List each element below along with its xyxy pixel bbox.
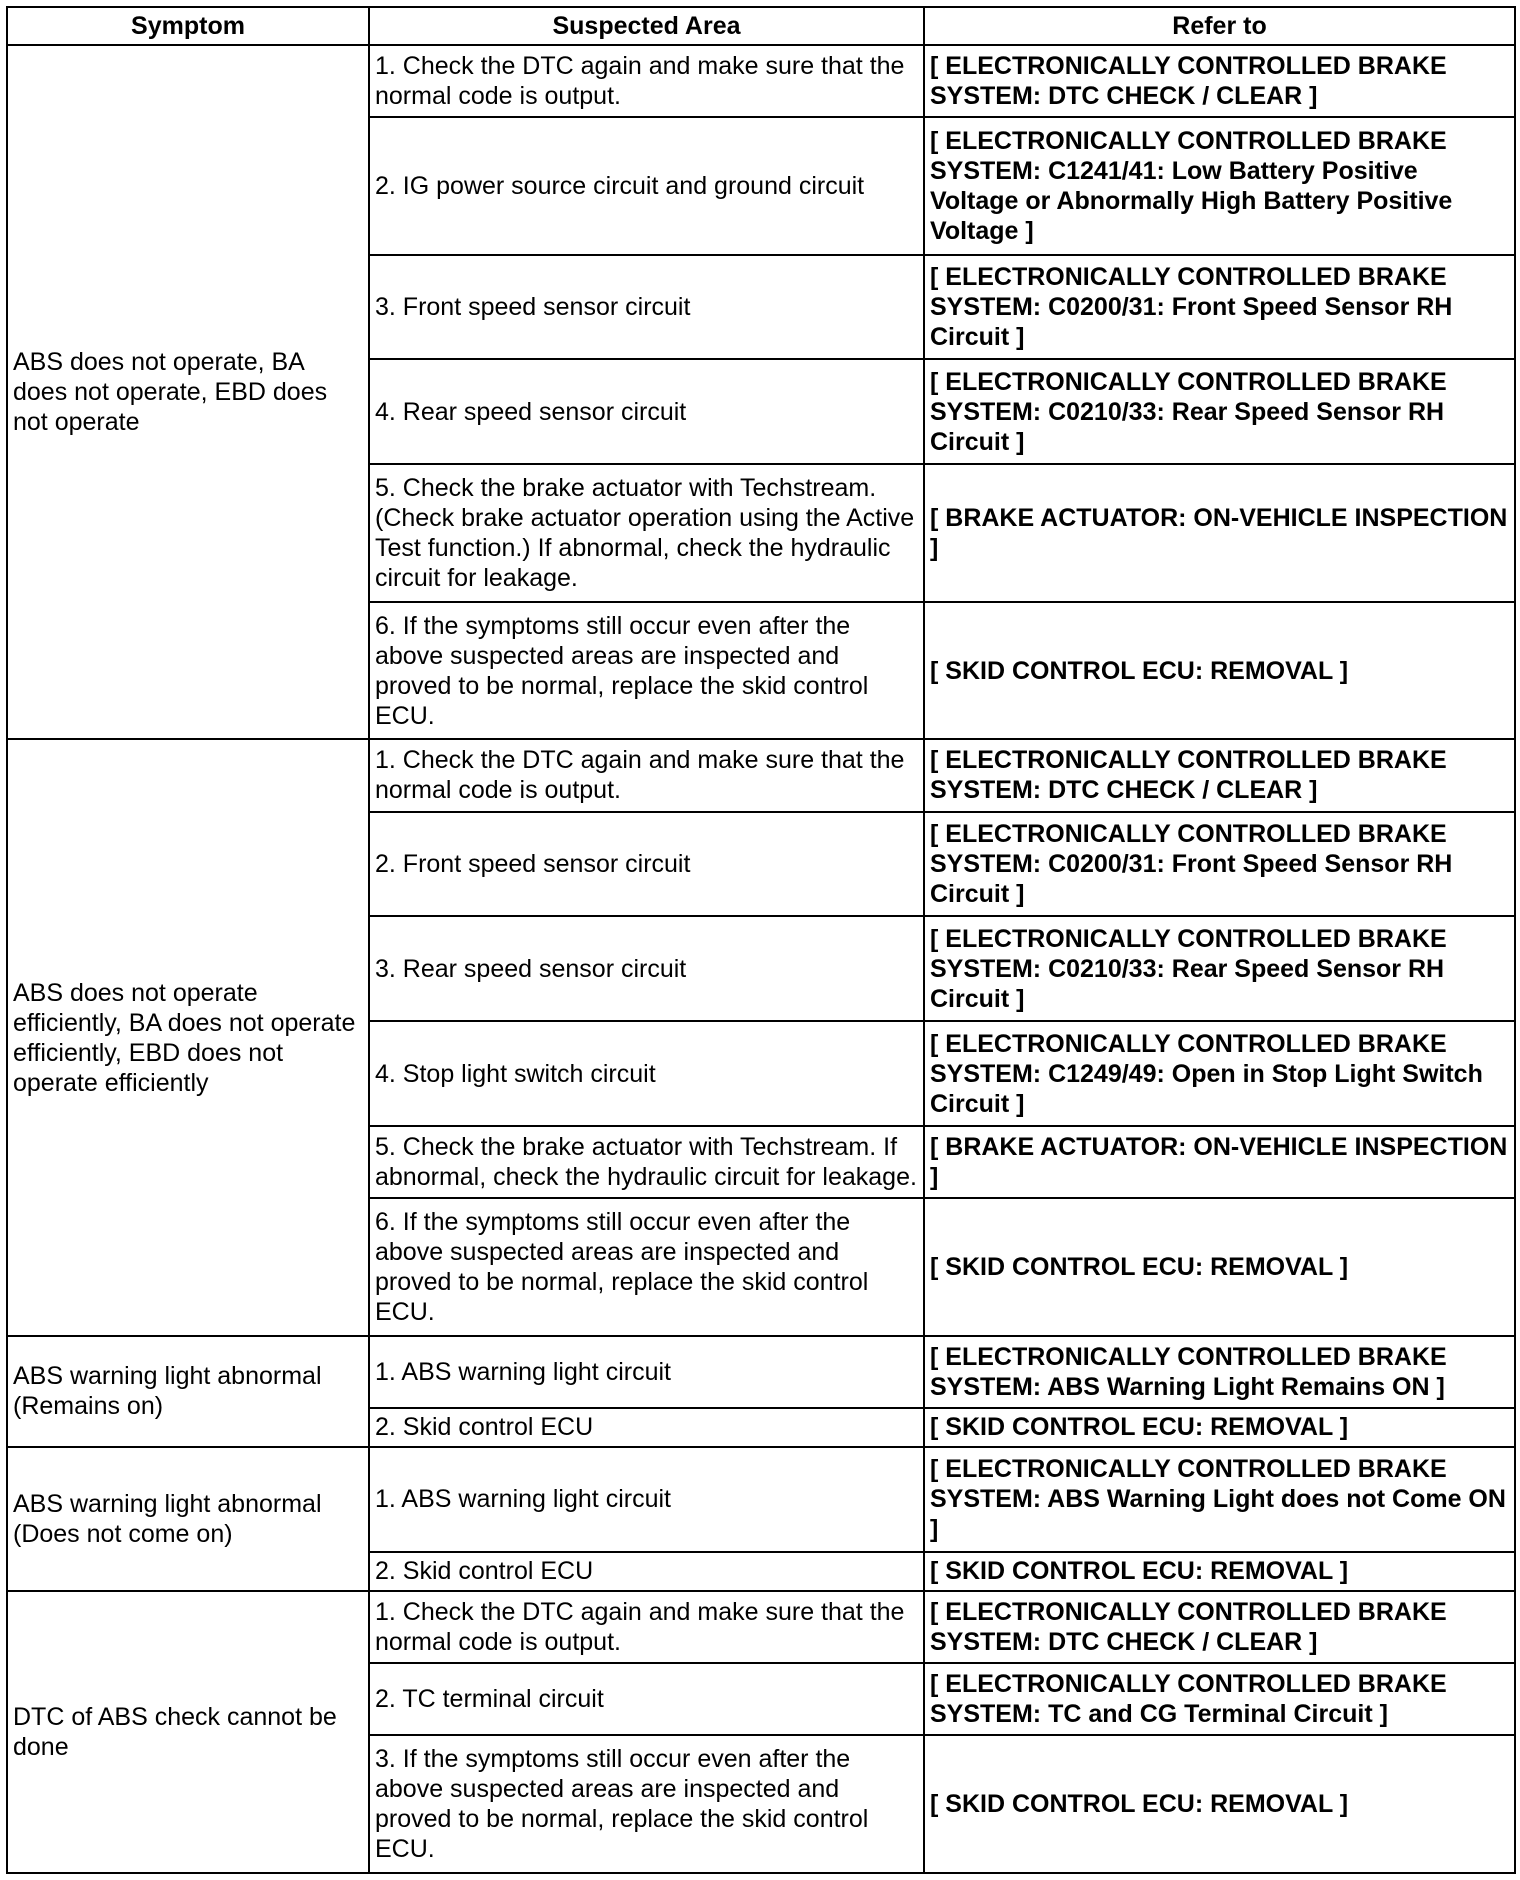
problem-symptoms-table (6, 6, 1516, 1874)
refer-to-cell: [ SKID CONTROL ECU: REMOVAL ] (924, 1735, 1515, 1873)
refer-to-cell: [ ELECTRONICALLY CONTROLLED BRAKE SYSTEM: C0200/31: Front Speed Sensor RH Circuit ] (924, 255, 1515, 360)
suspected-area-cell: 1. Check the DTC again and make sure that the normal code is output. (369, 739, 924, 811)
table-row (7, 739, 1515, 811)
refer-to-cell: [ ELECTRONICALLY CONTROLLED BRAKE SYSTEM: C0210/33: Rear Speed Sensor RH Circuit ] (924, 916, 1515, 1021)
refer-to-cell: [ ELECTRONICALLY CONTROLLED BRAKE SYSTEM: DTC CHECK / CLEAR ] (924, 45, 1515, 117)
suspected-area-cell: 4. Stop light switch circuit (369, 1021, 924, 1126)
table-row (7, 1447, 1515, 1552)
refer-to-cell: [ ELECTRONICALLY CONTROLLED BRAKE SYSTEM: C0200/31: Front Speed Sensor RH Circuit ] (924, 812, 1515, 917)
symptom-cell: ABS does not operate, BA does not operate, EBD does not operate (7, 45, 369, 739)
header-refer-to: Refer to (924, 7, 1515, 45)
suspected-area-cell: 3. If the symptoms still occur even after the above suspected areas are inspected and proved to be normal, replace the skid control ECU. (369, 1735, 924, 1873)
suspected-area-cell: 2. Skid control ECU (369, 1408, 924, 1447)
refer-to-cell: [ ELECTRONICALLY CONTROLLED BRAKE SYSTEM: C1241/41: Low Battery Positive Voltage or Abnormally High Battery Positive Voltage ] (924, 117, 1515, 255)
symptom-cell: ABS warning light abnormal (Does not come on) (7, 1447, 369, 1591)
suspected-area-cell: 5. Check the brake actuator with Techstream. (Check brake actuator operation using the Active Test function.) If abnormal, check the hydraulic circuit for leakage. (369, 464, 924, 602)
suspected-area-cell: 2. TC terminal circuit (369, 1663, 924, 1735)
suspected-area-cell: 3. Front speed sensor circuit (369, 255, 924, 360)
refer-to-cell: [ ELECTRONICALLY CONTROLLED BRAKE SYSTEM: DTC CHECK / CLEAR ] (924, 739, 1515, 811)
suspected-area-cell: 6. If the symptoms still occur even after the above suspected areas are inspected and proved to be normal, replace the skid control ECU. (369, 602, 924, 740)
refer-to-cell: [ SKID CONTROL ECU: REMOVAL ] (924, 602, 1515, 740)
refer-to-cell: [ SKID CONTROL ECU: REMOVAL ] (924, 1198, 1515, 1336)
refer-to-cell: [ ELECTRONICALLY CONTROLLED BRAKE SYSTEM: C1249/49: Open in Stop Light Switch Circuit ] (924, 1021, 1515, 1126)
table-row (7, 45, 1515, 117)
suspected-area-cell: 3. Rear speed sensor circuit (369, 916, 924, 1021)
suspected-area-cell: 2. Front speed sensor circuit (369, 812, 924, 917)
suspected-area-cell: 2. IG power source circuit and ground circuit (369, 117, 924, 255)
refer-to-cell: [ ELECTRONICALLY CONTROLLED BRAKE SYSTEM: TC and CG Terminal Circuit ] (924, 1663, 1515, 1735)
suspected-area-cell: 6. If the symptoms still occur even after the above suspected areas are inspected and proved to be normal, replace the skid control ECU. (369, 1198, 924, 1336)
refer-to-cell: [ SKID CONTROL ECU: REMOVAL ] (924, 1552, 1515, 1591)
refer-to-cell: [ ELECTRONICALLY CONTROLLED BRAKE SYSTEM: DTC CHECK / CLEAR ] (924, 1591, 1515, 1663)
suspected-area-cell: 1. Check the DTC again and make sure that the normal code is output. (369, 1591, 924, 1663)
header-symptom: Symptom (7, 7, 369, 45)
suspected-area-cell: 1. ABS warning light circuit (369, 1447, 924, 1552)
refer-to-cell: [ BRAKE ACTUATOR: ON-VEHICLE INSPECTION ] (924, 1126, 1515, 1198)
suspected-area-cell: 5. Check the brake actuator with Techstream. If abnormal, check the hydraulic circuit for leakage. (369, 1126, 924, 1198)
suspected-area-cell: 1. Check the DTC again and make sure that the normal code is output. (369, 45, 924, 117)
refer-to-cell: [ SKID CONTROL ECU: REMOVAL ] (924, 1408, 1515, 1447)
symptom-cell: DTC of ABS check cannot be done (7, 1591, 369, 1873)
table-row (7, 1336, 1515, 1408)
suspected-area-cell: 2. Skid control ECU (369, 1552, 924, 1591)
suspected-area-cell: 4. Rear speed sensor circuit (369, 359, 924, 464)
header-suspected-area: Suspected Area (369, 7, 924, 45)
suspected-area-cell: 1. ABS warning light circuit (369, 1336, 924, 1408)
symptom-cell: ABS does not operate efficiently, BA does not operate efficiently, EBD does not operate efficiently (7, 739, 369, 1335)
symptom-cell: ABS warning light abnormal (Remains on) (7, 1336, 369, 1447)
refer-to-cell: [ ELECTRONICALLY CONTROLLED BRAKE SYSTEM: C0210/33: Rear Speed Sensor RH Circuit ] (924, 359, 1515, 464)
refer-to-cell: [ ELECTRONICALLY CONTROLLED BRAKE SYSTEM: ABS Warning Light does not Come ON ] (924, 1447, 1515, 1552)
refer-to-cell: [ BRAKE ACTUATOR: ON-VEHICLE INSPECTION ] (924, 464, 1515, 602)
refer-to-cell: [ ELECTRONICALLY CONTROLLED BRAKE SYSTEM: ABS Warning Light Remains ON ] (924, 1336, 1515, 1408)
table-row (7, 1591, 1515, 1663)
header-row (7, 7, 1515, 45)
